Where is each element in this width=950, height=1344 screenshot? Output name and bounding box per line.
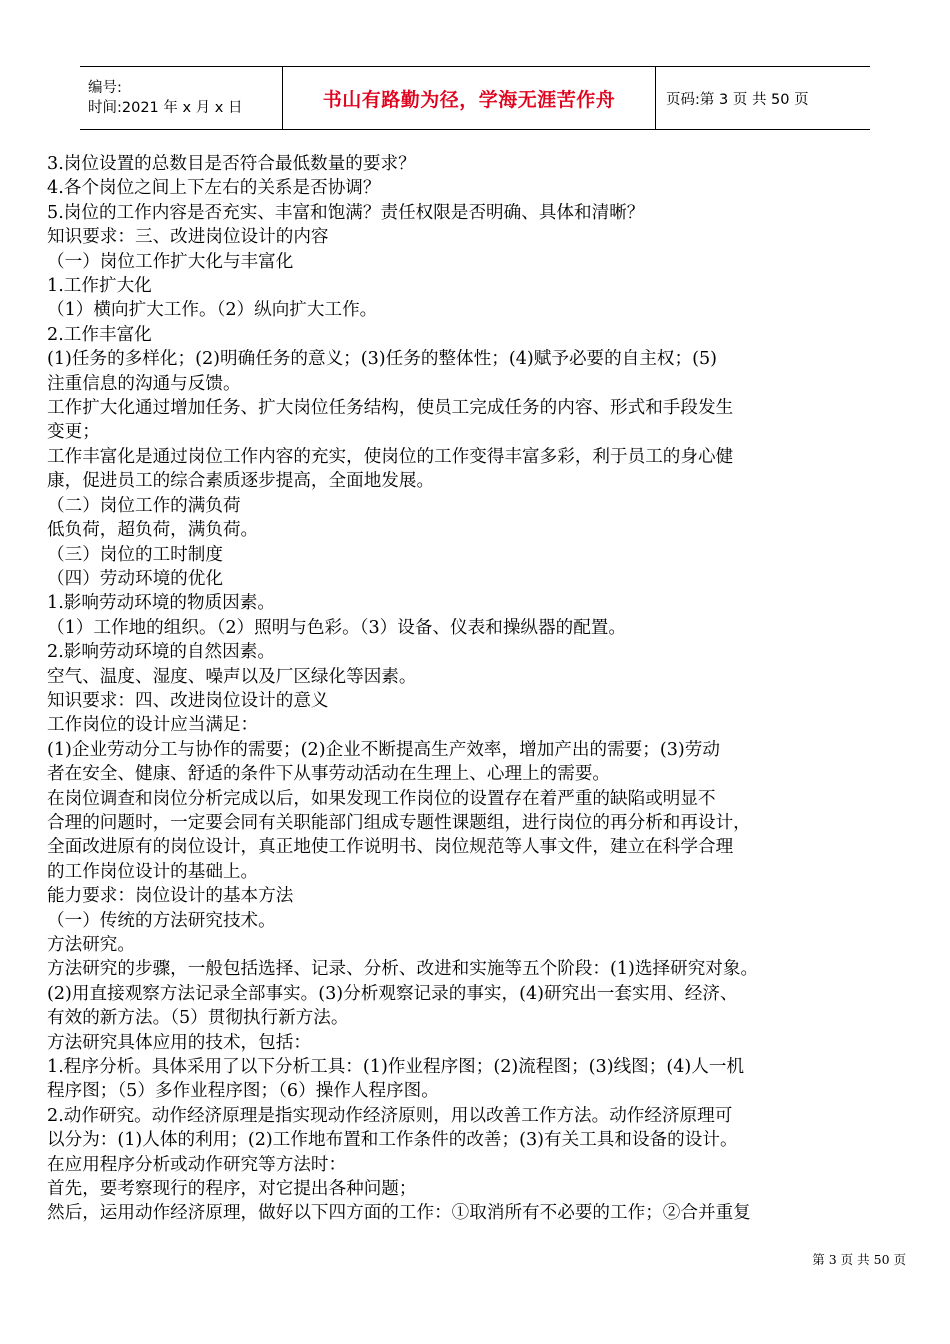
text-line: 工作岗位的设计应当满足： <box>47 715 259 736</box>
text-line: （三）岗位的工时制度 <box>47 544 223 565</box>
header-date: 时间:2021 年 x 月 x 日 <box>88 100 243 116</box>
text-line: 能力要求：岗位设计的基本方法 <box>47 886 294 907</box>
text-line: 变更； <box>47 422 100 443</box>
text-line: 2.影响劳动环境的自然因素。 <box>47 642 275 663</box>
text-line: 工作丰富化是通过岗位工作内容的充实，使岗位的工作变得丰富多彩，利于员工的身心健 <box>47 446 734 467</box>
text-line: 低负荷，超负荷，满负荷。 <box>47 520 259 541</box>
text-line: 以分为：(1)人体的利用；(2)工作地布置和工作条件的改善；(3)有关工具和设备的设计。 <box>47 1130 738 1151</box>
text-line: （一）岗位工作扩大化与丰富化 <box>47 251 294 272</box>
text-line: 1.程序分析。具体采用了以下分析工具：(1)作业程序图；(2)流程图；(3)线图；(4)人一机 <box>47 1057 745 1078</box>
text-line: 注重信息的沟通与反馈。 <box>47 373 241 394</box>
header-page-cell <box>656 67 870 129</box>
text-line: 有效的新方法。（5）贯彻执行新方法。 <box>47 1008 349 1029</box>
text-line: 的工作岗位设计的基础上。 <box>47 861 259 882</box>
text-line: 康，促进员工的综合素质逐步提高，全面地发展。 <box>47 471 435 492</box>
text-line: 方法研究的步骤，一般包括选择、记录、分析、改进和实施等五个阶段：(1)选择研究对象。 <box>47 959 759 980</box>
text-line: 知识要求：四、改进岗位设计的意义 <box>47 690 329 711</box>
header-motto: 书山有路勤为径，学海无涯苦作舟 <box>322 88 616 111</box>
text-line: （一）传统的方法研究技术。 <box>47 910 276 931</box>
text-line: 程序图；（5）多作业程序图；（6）操作人程序图。 <box>47 1081 439 1102</box>
text-line: 知识要求：三、改进岗位设计的内容 <box>47 227 329 248</box>
text-line: 方法研究具体应用的技术，包括： <box>47 1032 311 1053</box>
text-line: （二）岗位工作的满负荷 <box>47 495 241 516</box>
text-line: 方法研究。 <box>47 935 135 955</box>
page-header <box>80 66 870 130</box>
text-line: （1）工作地的组织。（2）照明与色彩。（3）设备、仪表和操纵器的配置。 <box>47 617 626 638</box>
text-line: 3.岗位设置的总数目是否符合最低数量的要求？ <box>47 154 416 174</box>
text-line: （四）劳动环境的优化 <box>47 568 223 589</box>
page-footer: 第 3 页 共 50 页 <box>812 1252 906 1267</box>
text-line: (1)任务的多样化；(2)明确任务的意义；(3)任务的整体性；(4)赋予必要的自主权；(5) <box>47 349 718 370</box>
text-line: 5.岗位的工作内容是否充实、丰富和饱满？责任权限是否明确、具体和清晰？ <box>47 202 645 223</box>
text-line: 2.动作研究。动作经济原理是指实现动作经济原则，用以改善工作方法。动作经济原理可 <box>47 1105 733 1126</box>
text-line: 者在安全、健康、舒适的条件下从事劳动活动在生理上、心理上的需要。 <box>47 764 611 785</box>
header-motto-cell <box>282 67 656 129</box>
text-line: 空气、温度、湿度、噪声以及厂区绿化等因素。 <box>47 666 417 687</box>
text-line: 1.影响劳动环境的物质因素。 <box>47 593 275 614</box>
header-meta <box>80 67 282 129</box>
text-line: 1.工作扩大化 <box>47 276 152 297</box>
text-line: 首先，要考察现行的程序，对它提出各种问题； <box>47 1179 417 1200</box>
text-line: 合理的问题时，一定要会同有关职能部门组成专题性课题组，进行岗位的再分析和再设计， <box>47 812 751 833</box>
text-line: 全面改进原有的岗位设计，真正地使工作说明书、岗位规范等人事文件，建立在科学合理 <box>47 837 734 858</box>
text-line: (1)企业劳动分工与协作的需要；(2)企业不断提高生产效率，增加产出的需要；(3)劳动 <box>47 739 720 760</box>
header-number: 编号: <box>88 80 122 96</box>
document-body <box>47 152 917 1226</box>
text-line: 在岗位调查和岗位分析完成以后，如果发现工作岗位的设置存在着严重的缺陷或明显不 <box>47 788 716 809</box>
text-line: 4.各个岗位之间上下左右的关系是否协调？ <box>47 178 381 199</box>
text-line: 然后，运用动作经济原理，做好以下四方面的工作：①取消所有不必要的工作；②合并重复 <box>47 1203 751 1224</box>
text-line: （1）横向扩大工作。（2）纵向扩大工作。 <box>47 300 378 321</box>
text-line: 在应用程序分析或动作研究等方法时： <box>47 1154 347 1175</box>
text-line: 2.工作丰富化 <box>47 324 152 345</box>
text-line: 工作扩大化通过增加任务、扩大岗位任务结构，使员工完成任务的内容、形式和手段发生 <box>47 398 734 419</box>
header-page-number: 页码:第 3 页 共 50 页 <box>666 91 809 108</box>
text-line: (2)用直接观察方法记录全部事实。(3)分析观察记录的事实，(4)研究出一套实用、经济、 <box>47 983 738 1004</box>
